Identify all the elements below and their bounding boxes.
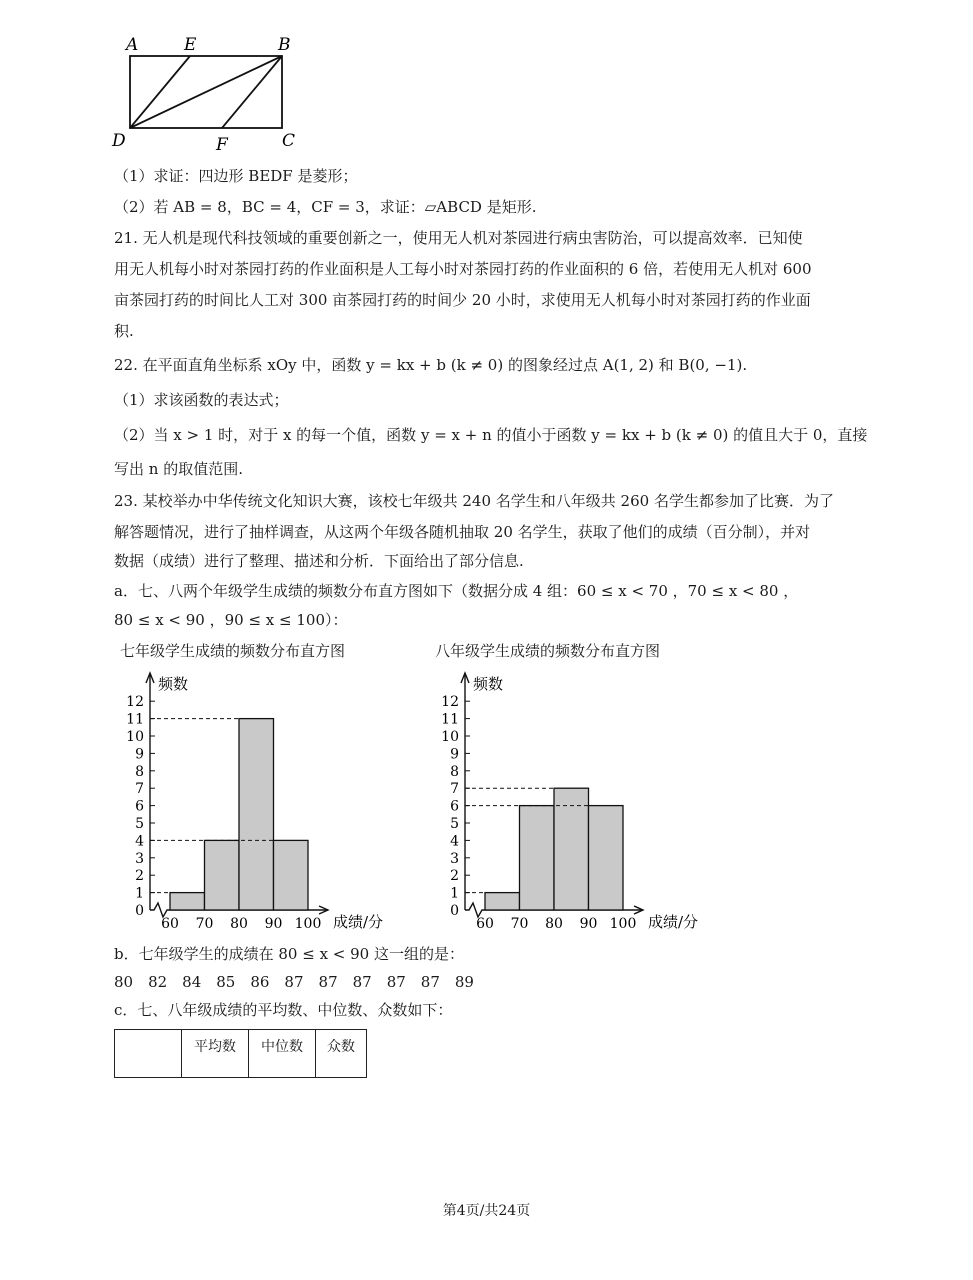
y-tick-label: 4 [135, 833, 144, 850]
q23-c: c．七、八年级成绩的平均数、中位数、众数如下： [114, 1001, 453, 1019]
x-tick-label: 80 [545, 916, 563, 932]
label-f: F [216, 135, 228, 155]
histogram-bar [554, 788, 589, 910]
q23-a1: a．七、八两个年级学生成绩的频数分布直方图如下（数据分成 4 组：60 ≤ x < 70 ，70 ≤ x < 80 ， [114, 582, 799, 600]
q23-line3: 数据（成绩）进行了整理、描述和分析．下面给出了部分信息. [114, 552, 524, 570]
x-axis-label: 成绩/分 [333, 913, 384, 931]
y-tick-label: 0 [450, 903, 459, 919]
x-tick-label: 90 [264, 916, 283, 932]
q23-line1: 23. 某校举办中华传统文化知识大赛，该校七年级共 240 名学生和八年级共 260 名学生都参加了比赛．为了 [114, 492, 834, 510]
q22-part2: （2）当 x > 1 时，对于 x 的每一个值，函数 y = x + n 的值小于函数 y = kx + b (k ≠ 0) 的值且大于 0，直接 [114, 426, 868, 444]
y-tick-label: 4 [450, 833, 459, 850]
x-tick-label: 80 [230, 916, 248, 932]
x-axis-label: 成绩/分 [648, 913, 699, 931]
hist2-title: 八年级学生成绩的频数分布直方图 [435, 642, 661, 660]
y-tick-label: 9 [135, 746, 144, 763]
y-tick-label: 10 [441, 729, 459, 745]
y-tick-label: 3 [450, 850, 459, 867]
histogram-grade8 [420, 665, 730, 940]
label-e: E [184, 35, 197, 55]
histogram-bar [239, 719, 274, 910]
histogram-bar [170, 893, 205, 910]
q23-a2: 80 ≤ x < 90 ，90 ≤ x ≤ 100）： [114, 611, 348, 629]
label-a: A [126, 35, 139, 55]
label-d: D [112, 131, 126, 151]
x-tick-label: 90 [579, 916, 598, 932]
y-tick-label: 5 [450, 816, 459, 832]
q23-line2: 解答题情况，进行了抽样调查，从这两个年级各随机抽取 20 名学生，获取了他们的成绩（百分制），并对 [114, 523, 811, 541]
x-tick-label: 100 [609, 916, 637, 932]
y-tick-label: 8 [450, 763, 459, 780]
y-tick-label: 6 [135, 798, 144, 815]
y-tick-label: 8 [135, 763, 144, 780]
geometry-figure [108, 30, 308, 155]
y-axis-label: 频数 [158, 675, 189, 693]
y-tick-label: 10 [126, 729, 144, 745]
table-header-mean: 平均数 [182, 1030, 249, 1078]
x-tick-label: 60 [476, 916, 494, 932]
histogram-bar [205, 840, 240, 910]
histogram-bar [589, 806, 624, 910]
y-tick-label: 12 [441, 694, 459, 711]
q20-part1: （1）求证：四边形 BEDF 是菱形； [114, 167, 358, 185]
label-b: B [278, 35, 291, 55]
y-tick-label: 3 [135, 850, 144, 867]
histogram-grade7 [105, 665, 415, 940]
y-tick-label: 1 [135, 885, 144, 902]
stats-table [114, 1029, 367, 1078]
y-tick-label: 0 [135, 903, 144, 919]
q21-line4: 积. [114, 322, 134, 340]
q22-part2b: 写出 n 的取值范围. [114, 460, 243, 478]
y-tick-label: 12 [126, 694, 144, 711]
y-tick-label: 2 [135, 868, 144, 885]
y-tick-label: 7 [450, 781, 459, 798]
y-tick-label: 2 [450, 868, 459, 885]
hist1-title: 七年级学生成绩的频数分布直方图 [120, 642, 346, 660]
x-tick-label: 60 [161, 916, 179, 932]
table-header-median: 中位数 [249, 1030, 316, 1078]
y-tick-label: 9 [450, 746, 459, 763]
table-row [115, 1030, 367, 1078]
table-header-mode: 众数 [316, 1030, 367, 1078]
histogram-bar [520, 806, 555, 910]
x-tick-label: 70 [195, 916, 214, 932]
q22-part1: （1）求该函数的表达式； [114, 391, 289, 409]
x-tick-label: 70 [510, 916, 529, 932]
q21-line3: 亩茶园打药的时间比人工对 300 亩茶园打药的时间少 20 小时，求使用无人机每小时对茶园打药的作业面 [114, 291, 811, 309]
x-tick-label: 100 [294, 916, 322, 932]
y-tick-label: 5 [135, 816, 144, 832]
q21-line2: 用无人机每小时对茶园打药的作业面积是人工每小时对茶园打药的作业面积的 6 倍，若使用无人机对 600 [114, 260, 812, 278]
q21-line1: 21. 无人机是现代科技领域的重要创新之一，使用无人机对茶园进行病虫害防治，可以提高效率．已知使 [114, 229, 803, 247]
label-c: C [282, 131, 296, 151]
q22-line1: 22. 在平面直角坐标系 xOy 中，函数 y = kx + b (k ≠ 0) 的图象经过点 A(1, 2) 和 B(0, −1). [114, 356, 748, 374]
page-footer: 第4页/共24页 [442, 1203, 531, 1219]
y-tick-label: 11 [441, 711, 459, 728]
table-cell-blank [115, 1030, 182, 1078]
histogram-bar [274, 840, 309, 910]
y-tick-label: 11 [126, 711, 144, 728]
q20-part2: （2）若 AB = 8，BC = 4，CF = 3，求证：▱ABCD 是矩形. [114, 198, 537, 216]
y-tick-label: 7 [135, 781, 144, 798]
histogram-bar [485, 893, 520, 910]
y-tick-label: 6 [450, 798, 459, 815]
y-tick-label: 1 [450, 885, 459, 902]
y-axis-label: 频数 [473, 675, 504, 693]
q23-scores: 80 82 84 85 86 87 87 87 87 87 89 [114, 973, 474, 991]
q23-b: b．七年级学生的成绩在 80 ≤ x < 90 这一组的是： [114, 945, 464, 963]
